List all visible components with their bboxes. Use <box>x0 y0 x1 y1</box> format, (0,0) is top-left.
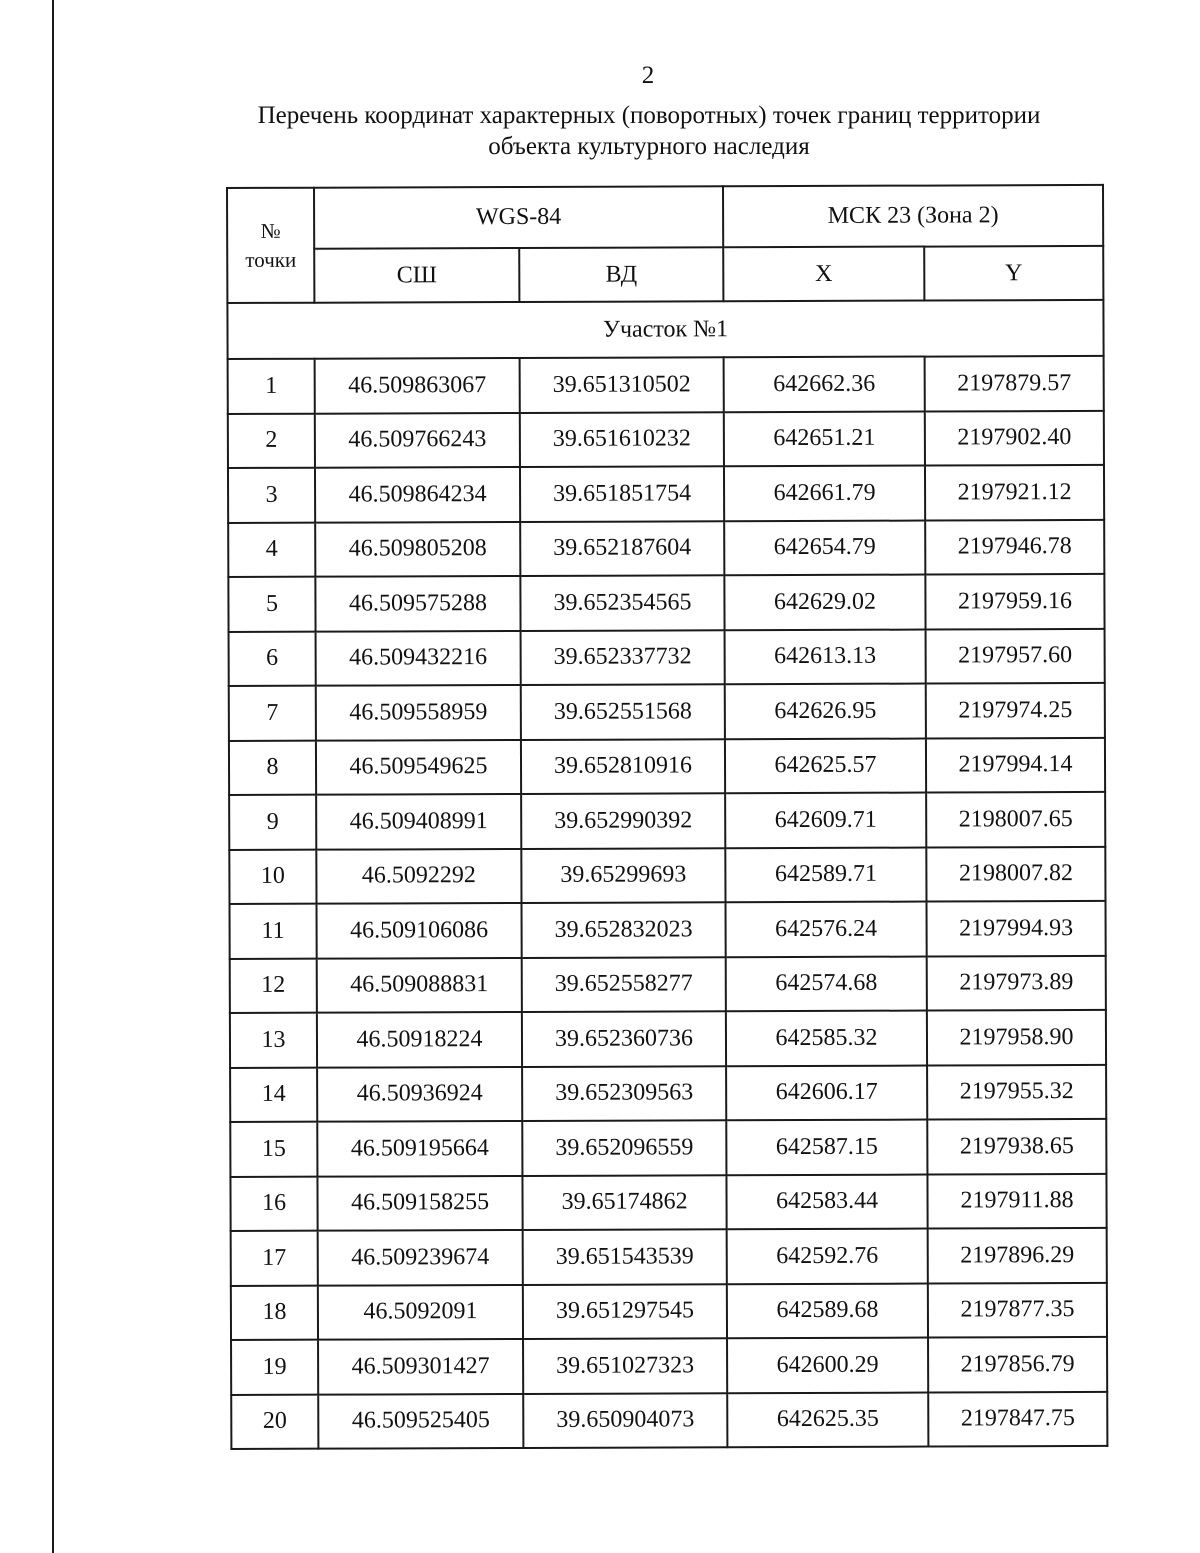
cell-y: 2197958.90 <box>927 1010 1106 1065</box>
table-body <box>228 356 1108 1449</box>
cell-longitude: 39.652832023 <box>522 902 726 957</box>
cell-x: 642613.13 <box>725 629 926 684</box>
cell-latitude: 46.509558959 <box>316 685 521 740</box>
cell-y: 2198007.65 <box>926 792 1105 847</box>
cell-longitude: 39.652354565 <box>520 575 724 630</box>
cell-latitude: 46.509432216 <box>316 630 521 685</box>
cell-y: 2198007.82 <box>926 846 1105 901</box>
cell-latitude: 46.509239674 <box>318 1230 523 1285</box>
table-row <box>229 846 1105 904</box>
table-header-row-2 <box>227 246 1103 303</box>
cell-longitude: 39.651851754 <box>520 466 724 521</box>
cell-latitude: 46.509805208 <box>315 521 520 576</box>
cell-y: 2197959.16 <box>925 574 1104 629</box>
cell-longitude: 39.651610232 <box>520 412 724 467</box>
document-title-line-2: объекта культурного наследия <box>488 133 810 160</box>
cell-latitude: 46.509158255 <box>317 1175 522 1230</box>
cell-latitude: 46.509106086 <box>317 903 522 958</box>
cell-latitude: 46.5092292 <box>316 848 521 903</box>
cell-y: 2197902.40 <box>925 410 1104 465</box>
section-label: Участок №1 <box>227 300 1103 359</box>
cell-y: 2197877.35 <box>928 1282 1107 1337</box>
cell-y: 2197938.65 <box>927 1119 1106 1174</box>
cell-point-number: 16 <box>230 1176 317 1231</box>
cell-longitude: 39.652551568 <box>521 684 725 739</box>
cell-x: 642606.17 <box>726 1065 927 1120</box>
cell-point-number: 14 <box>230 1067 317 1122</box>
header-latitude: СШ <box>314 248 519 303</box>
table-row <box>228 356 1104 414</box>
table-row <box>230 1010 1106 1068</box>
cell-x: 642589.71 <box>725 847 926 902</box>
cell-longitude: 39.652337732 <box>521 630 725 685</box>
cell-y: 2197911.88 <box>927 1173 1106 1228</box>
table-row <box>228 410 1104 468</box>
cell-x: 642651.21 <box>724 411 925 466</box>
cell-latitude: 46.509864234 <box>315 467 520 522</box>
table-row <box>228 519 1104 577</box>
binding-margin-line <box>52 0 54 1553</box>
cell-x: 642661.79 <box>724 466 925 521</box>
cell-x: 642587.15 <box>726 1120 927 1175</box>
cell-point-number: 2 <box>228 413 315 468</box>
header-point-number-label: точки <box>245 247 297 272</box>
cell-point-number: 1 <box>228 359 315 414</box>
table-row <box>230 901 1106 959</box>
cell-y: 2197921.12 <box>925 465 1104 520</box>
cell-point-number: 12 <box>230 958 317 1013</box>
cell-y: 2197946.78 <box>925 519 1104 574</box>
cell-y: 2197994.93 <box>927 901 1106 956</box>
table-header-row-1 <box>227 185 1103 249</box>
cell-point-number: 15 <box>230 1122 317 1177</box>
cell-longitude: 39.65299693 <box>521 848 725 903</box>
table-row <box>229 737 1105 795</box>
cell-latitude: 46.509863067 <box>315 358 520 413</box>
table-row <box>228 574 1104 632</box>
cell-point-number: 20 <box>231 1394 318 1449</box>
header-x: X <box>723 247 924 302</box>
cell-y: 2197847.75 <box>928 1391 1107 1446</box>
section-row <box>227 300 1103 359</box>
cell-point-number: 5 <box>228 577 315 632</box>
cell-longitude: 39.652360736 <box>522 1011 726 1066</box>
cell-latitude: 46.50936924 <box>317 1066 522 1121</box>
cell-point-number: 10 <box>229 849 316 904</box>
cell-latitude: 46.5092091 <box>318 1284 523 1339</box>
header-wgs84: WGS-84 <box>314 186 723 248</box>
cell-x: 642625.57 <box>725 738 926 793</box>
cell-longitude: 39.651543539 <box>523 1229 727 1284</box>
cell-point-number: 18 <box>231 1285 318 1340</box>
table-row <box>231 1337 1107 1395</box>
document-title-line-1: Перечень координат характерных (поворотных) точек границ территории <box>257 102 1041 129</box>
cell-x: 642629.02 <box>724 575 925 630</box>
cell-longitude: 39.652810916 <box>521 739 725 794</box>
cell-x: 642609.71 <box>725 793 926 848</box>
table-row <box>228 465 1104 523</box>
cell-latitude: 46.509088831 <box>317 957 522 1012</box>
table-row <box>230 955 1106 1013</box>
table-row <box>231 1391 1107 1449</box>
cell-point-number: 13 <box>230 1013 317 1068</box>
page-number: 2 <box>641 62 655 89</box>
cell-y: 2197896.29 <box>928 1228 1107 1283</box>
cell-x: 642592.76 <box>727 1229 928 1284</box>
cell-latitude: 46.509549625 <box>316 739 521 794</box>
cell-point-number: 8 <box>229 740 316 795</box>
cell-latitude: 46.509408991 <box>316 794 521 849</box>
cell-y: 2197974.25 <box>926 683 1105 738</box>
cell-x: 642662.36 <box>724 357 925 412</box>
cell-longitude: 39.651310502 <box>520 357 724 412</box>
header-longitude: ВД <box>519 247 723 302</box>
cell-y: 2197973.89 <box>927 955 1106 1010</box>
cell-longitude: 39.652187604 <box>520 521 724 576</box>
cell-latitude: 46.509525405 <box>318 1393 523 1448</box>
cell-latitude: 46.509575288 <box>315 576 520 631</box>
cell-longitude: 39.650904073 <box>523 1393 727 1448</box>
header-point-number <box>227 188 314 303</box>
cell-longitude: 39.651027323 <box>523 1338 727 1393</box>
cell-x: 642576.24 <box>726 902 927 957</box>
header-y: Y <box>924 246 1103 301</box>
cell-latitude: 46.509195664 <box>317 1121 522 1176</box>
cell-longitude: 39.652309563 <box>522 1066 726 1121</box>
cell-x: 642574.68 <box>726 956 927 1011</box>
cell-x: 642626.95 <box>725 684 926 739</box>
coordinates-table <box>226 184 1108 1450</box>
cell-point-number: 7 <box>229 686 316 741</box>
cell-point-number: 9 <box>229 795 316 850</box>
cell-y: 2197856.79 <box>928 1337 1107 1392</box>
cell-point-number: 17 <box>231 1231 318 1286</box>
table-row <box>229 792 1105 850</box>
cell-longitude: 39.65174862 <box>522 1175 726 1230</box>
table-row <box>231 1282 1107 1340</box>
cell-longitude: 39.651297545 <box>523 1284 727 1339</box>
cell-y: 2197957.60 <box>926 628 1105 683</box>
table-row <box>230 1173 1106 1231</box>
cell-point-number: 11 <box>230 904 317 959</box>
cell-x: 642600.29 <box>727 1338 928 1393</box>
cell-point-number: 3 <box>228 468 315 523</box>
cell-point-number: 4 <box>228 522 315 577</box>
cell-x: 642585.32 <box>726 1011 927 1066</box>
cell-x: 642654.79 <box>724 520 925 575</box>
header-msk23: МСК 23 (Зона 2) <box>723 185 1103 247</box>
header-point-number-symbol: № <box>260 218 281 243</box>
cell-latitude: 46.50918224 <box>317 1012 522 1067</box>
cell-x: 642589.68 <box>727 1283 928 1338</box>
cell-point-number: 6 <box>229 631 316 686</box>
table-row <box>231 1228 1107 1286</box>
cell-longitude: 39.652096559 <box>522 1120 726 1175</box>
document-title <box>140 100 1158 162</box>
cell-x: 642583.44 <box>726 1174 927 1229</box>
cell-y: 2197879.57 <box>925 356 1104 411</box>
cell-longitude: 39.652558277 <box>522 957 726 1012</box>
table-row <box>229 683 1105 741</box>
cell-latitude: 46.509301427 <box>318 1339 523 1394</box>
cell-longitude: 39.652990392 <box>521 793 725 848</box>
cell-x: 642625.35 <box>727 1392 928 1447</box>
cell-point-number: 19 <box>231 1340 318 1395</box>
cell-y: 2197994.14 <box>926 737 1105 792</box>
cell-latitude: 46.509766243 <box>315 412 520 467</box>
table-row <box>230 1119 1106 1177</box>
table-row <box>230 1064 1106 1122</box>
table-row <box>229 628 1105 686</box>
cell-y: 2197955.32 <box>927 1064 1106 1119</box>
